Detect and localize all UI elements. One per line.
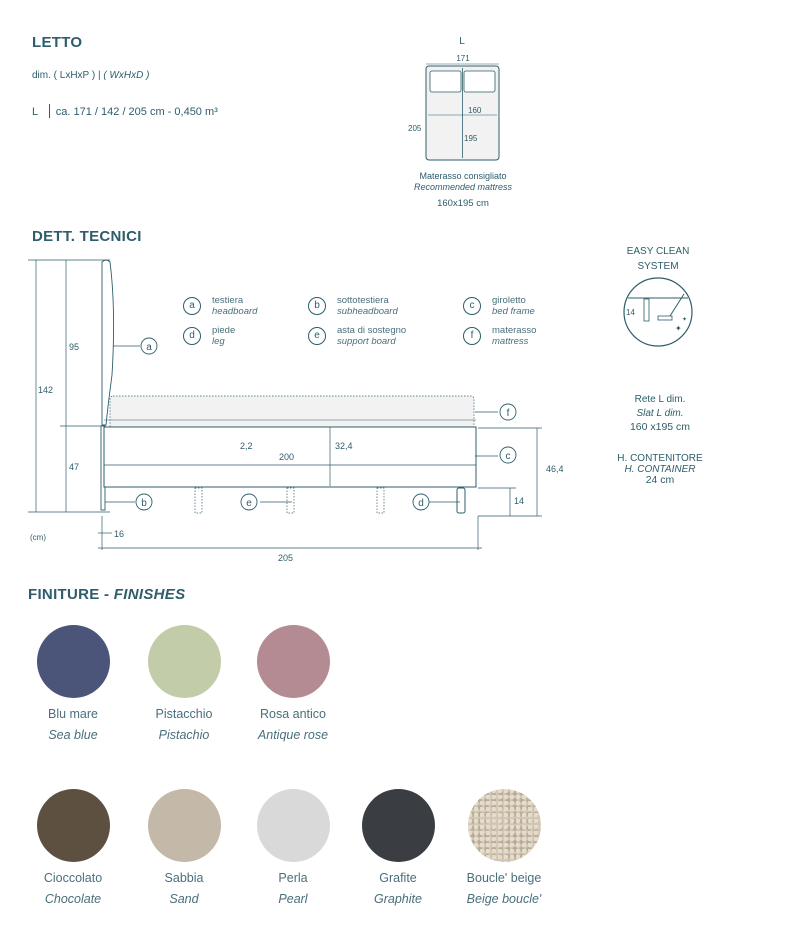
finish-swatch[interactable]: [148, 789, 221, 862]
svg-text:✦: ✦: [682, 317, 688, 323]
size-code: L: [32, 106, 38, 118]
dim-headboard-thickness: 16: [114, 529, 125, 539]
legend-en-d: leg: [212, 336, 225, 347]
dim-leg-height: 14: [514, 496, 525, 506]
finish-name: Rosa antico: [259, 707, 326, 721]
finishes-title: [28, 586, 185, 603]
finish-name-en: Beige boucle': [466, 892, 542, 906]
plan-caption-size: 160x195 cm: [437, 198, 489, 209]
callout-b-label: b: [141, 498, 147, 509]
plan-width: 171: [456, 54, 470, 63]
finish-name: Blu mare: [47, 707, 99, 721]
easy-clean-title: [612, 246, 704, 272]
finish-swatch[interactable]: [257, 789, 330, 862]
dimension-label-it: dim. ( LxHxP ) |: [32, 70, 104, 81]
legend-it-e: asta di sostegno: [337, 325, 407, 336]
dim-headboard-height: 95: [69, 342, 80, 352]
bed-side-diagram: [20, 250, 600, 570]
dimension-label-en: ( WxHxD ): [103, 70, 150, 81]
finish-name-en: Pearl: [278, 892, 308, 906]
dim-inner-length: 200: [279, 452, 295, 462]
easy-clean-height: 14: [626, 308, 635, 317]
dim-total-height: 142: [38, 385, 54, 395]
finish-name-en: Antique rose: [257, 728, 329, 742]
plan-mattress-width: 160: [468, 106, 482, 115]
slat-en: Slat L dim.: [636, 408, 684, 419]
finish-name: Grafite: [379, 871, 417, 885]
svg-text:✦: ✦: [675, 324, 682, 333]
dim-inner-height: 32,4: [335, 441, 353, 451]
finish-swatch[interactable]: [257, 625, 330, 698]
plan-length: 205: [408, 124, 422, 133]
legend-en-b: subheadboard: [337, 306, 398, 317]
plan-caption-en: Recommended mattress: [413, 182, 513, 192]
callout-f-label: f: [506, 408, 510, 419]
letto-title: LETTO: [32, 34, 83, 51]
legend-it-b: sottotestiera: [337, 295, 389, 306]
container-size: 24 cm: [645, 474, 675, 486]
legend-key-c: c: [463, 297, 481, 315]
bed-plan-diagram: [390, 30, 540, 215]
legend-it-d: piede: [212, 325, 236, 336]
tech-title: DETT. TECNICI: [32, 228, 142, 245]
dimension-label: [32, 70, 149, 81]
finish-name-en: Graphite: [374, 892, 422, 906]
callout-c-label: c: [505, 451, 511, 462]
dim-frame-height: 47: [69, 462, 80, 472]
finishes-title-it: FINITURE -: [28, 586, 114, 603]
finish-name: Boucle' beige: [466, 871, 542, 885]
legend-key-b: b: [308, 297, 326, 315]
legend-key-f: f: [463, 327, 481, 345]
callout-a-label: a: [146, 342, 152, 353]
dim-total-length: 205: [278, 553, 294, 563]
plan-mattress-length: 195: [464, 134, 478, 143]
legend-en-e: support board: [337, 336, 396, 347]
finish-swatch[interactable]: [37, 789, 110, 862]
dim-mattress-gap: 2,2: [240, 441, 253, 451]
finish-swatch[interactable]: [468, 789, 541, 862]
container-en: H. CONTAINER: [624, 464, 696, 475]
easy-clean-line1: EASY CLEAN: [626, 246, 690, 257]
container-info: [604, 453, 716, 486]
separator: [49, 104, 50, 118]
size-values: ca. 171 / 142 / 205 cm - 0,450 m³: [55, 106, 218, 118]
legend-en-c: bed frame: [492, 306, 535, 317]
slat-it: Rete L dim.: [634, 394, 686, 405]
finish-swatch[interactable]: [148, 625, 221, 698]
finish-name-en: Sand: [169, 892, 199, 906]
plan-caption-it: Materasso consigliato: [419, 171, 507, 181]
legend-key-a: a: [183, 297, 201, 315]
easy-clean-line2: SYSTEM: [637, 261, 679, 272]
container-it: H. CONTENITORE: [617, 453, 703, 464]
size-line: [32, 104, 218, 118]
slat-size: 160 x195 cm: [629, 421, 691, 433]
legend-it-a: testiera: [212, 295, 244, 306]
legend-it-f: materasso: [492, 325, 537, 336]
finish-name-en: Sea blue: [48, 728, 98, 742]
legend-key-e: e: [308, 327, 326, 345]
legend-it-c: giroletto: [492, 295, 526, 306]
callout-e-label: e: [246, 498, 252, 509]
easy-clean-icon: [620, 276, 696, 352]
dim-unit: (cm): [30, 533, 46, 542]
slat-info: [610, 394, 710, 433]
finish-name: Pistacchio: [155, 707, 213, 721]
finish-swatch[interactable]: [37, 625, 110, 698]
legend-en-a: headboard: [212, 306, 258, 317]
finish-name-en: Chocolate: [44, 892, 102, 906]
legend-key-d: d: [183, 327, 201, 345]
finish-swatch[interactable]: [362, 789, 435, 862]
finish-name: Cioccolato: [43, 871, 103, 885]
dim-frame-side-height: 46,4: [546, 464, 564, 474]
legend-en-f: mattress: [492, 336, 529, 347]
finish-name: Sabbia: [164, 871, 204, 885]
callout-d-label: d: [418, 498, 424, 509]
finish-name: Perla: [278, 871, 308, 885]
plan-size-code: L: [459, 36, 465, 47]
finishes-title-en: FINISHES: [113, 586, 186, 603]
finish-name-en: Pistachio: [158, 728, 210, 742]
